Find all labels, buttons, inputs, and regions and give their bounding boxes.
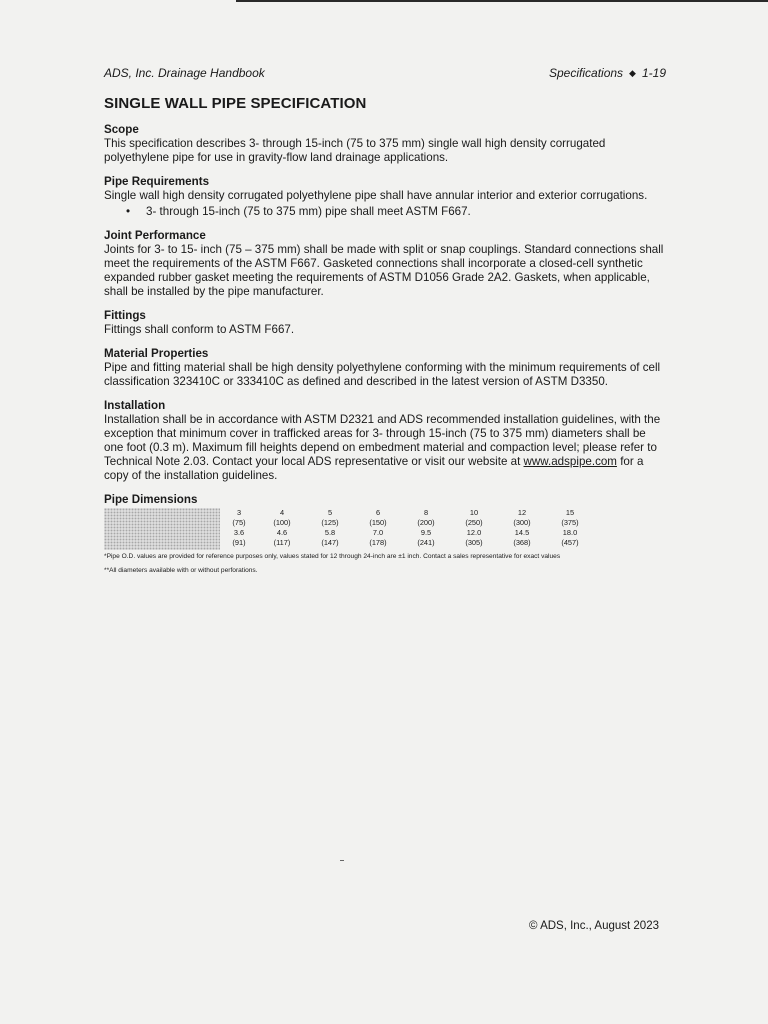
table-cell: 6 (375, 508, 381, 517)
table-cell: (250) (465, 518, 483, 527)
table-column (220, 508, 258, 550)
page-title: SINGLE WALL PIPE SPECIFICATION (104, 95, 367, 112)
table-cell: 7.0 (372, 528, 384, 537)
section-heading: Joint Performance (104, 229, 206, 242)
section-scope (104, 123, 664, 165)
table-cell: (117) (273, 538, 291, 547)
section-heading: Pipe Requirements (104, 175, 210, 188)
dimension-columns (220, 508, 594, 550)
table-cell: 9.5 (420, 528, 432, 537)
scan-artifact (340, 860, 344, 861)
table-cell: 3 (236, 508, 242, 517)
installation-text-end: for a copy of the installation guidelines. (104, 455, 644, 482)
website-link[interactable]: www.adspipe.com (523, 455, 617, 468)
table-cell: 10 (469, 508, 479, 517)
table-cell: (125) (321, 518, 339, 527)
section-body: Joints for 3- to 15- inch (75 – 375 mm) shall be made with split or snap couplings. Standard connections shall meet the requirements of the ASTM F667. Gasketed connections shall incorporate a closed-cell synthetic expanded rubber gasket meeting the requirements of ASTM D1056 Grade 2A2. Gaskets, when applicable, shall be installed by the pipe manufacturer. (104, 243, 664, 298)
table-column (498, 508, 546, 550)
table-cell: 4.6 (276, 528, 288, 537)
table-cell: 12.0 (466, 528, 482, 537)
table-cell: (100) (273, 518, 291, 527)
section-heading: Installation (104, 399, 166, 412)
table-cell: 18.0 (562, 528, 578, 537)
table-cell: 4 (279, 508, 285, 517)
bullet-item (126, 205, 664, 219)
section-joint-performance (104, 229, 664, 299)
table-column (306, 508, 354, 550)
copyright-footer: © ADS, Inc., August 2023 (529, 920, 659, 932)
installation-text: Installation shall be in accordance with ASTM D2321 and ADS recommended installation guidelines, with the exception that minimum cover in trafficked areas for 3- through 15-inch (75 to 375 mm) diameters shall be one foot (0.3 m). Maximum fill heights depend on embedment material and compaction level; please refer to Technical Note 2.03. Contact your local ADS representative or visit our website at (104, 413, 661, 468)
table-column (354, 508, 402, 550)
table-cell: 8 (423, 508, 429, 517)
section-material-properties (104, 347, 664, 389)
table-cell: (305) (465, 538, 483, 547)
bullet-icon: • (126, 205, 131, 218)
table-cell: (375) (561, 518, 579, 527)
table-cell: (91) (232, 538, 246, 547)
section-heading: Pipe Dimensions (104, 493, 198, 506)
section-body: This specification describes 3- through 15-inch (75 to 375 mm) single wall high density corrugated polyethylene pipe for use in gravity-flow land drainage applications. (104, 137, 606, 164)
table-cell: (147) (321, 538, 339, 547)
table-cell: 5 (327, 508, 333, 517)
table-cell: (150) (369, 518, 387, 527)
bullet-text: 3- through 15-inch (75 to 375 mm) pipe shall meet ASTM F667. (146, 205, 471, 218)
table-cell: (178) (369, 538, 387, 547)
table-cell: (200) (417, 518, 435, 527)
table-cell: (300) (513, 518, 531, 527)
section-pipe-dimensions (104, 493, 664, 578)
footnote-perforations: **All diameters available with or without perforations. (104, 567, 258, 574)
running-header-left: ADS, Inc. Drainage Handbook (104, 66, 265, 80)
section-heading: Scope (104, 123, 139, 136)
table-cell: 14.5 (514, 528, 530, 537)
header-page-number: 1-19 (641, 66, 666, 80)
footnote-od-values: *Pipe O.D. values are provided for reference purposes only, values stated for 12 through 24-inch are ±1 inch. Contact a sales representative for exact values (104, 553, 561, 560)
section-heading: Fittings (104, 309, 146, 322)
table-row-labels-halftone (104, 508, 220, 550)
section-body (104, 413, 664, 483)
table-column (258, 508, 306, 550)
diamond-icon: ◆ (629, 68, 636, 78)
table-column (546, 508, 594, 550)
section-body: Pipe and fitting material shall be high density polyethylene conforming with the minimum requirements of cell classification 323410C or 333410C as defined and described in the latest version of ASTM D3350. (104, 361, 661, 388)
table-cell: (75) (232, 518, 246, 527)
table-cell: (368) (513, 538, 531, 547)
section-heading: Material Properties (104, 347, 209, 360)
spec-content (104, 123, 664, 588)
dimensions-table (104, 508, 664, 550)
table-cell: (241) (417, 538, 435, 547)
table-cell: 12 (517, 508, 527, 517)
section-fittings (104, 309, 664, 337)
section-pipe-requirements (104, 175, 664, 219)
table-cell: 5.8 (324, 528, 336, 537)
table-column (450, 508, 498, 550)
table-cell: (457) (561, 538, 579, 547)
header-section: Specifications (549, 66, 624, 80)
running-header-right (549, 66, 666, 80)
section-body: Fittings shall conform to ASTM F667. (104, 323, 295, 336)
section-body: Single wall high density corrugated polyethylene pipe shall have annular interior and exterior corrugations. (104, 189, 648, 202)
table-column (402, 508, 450, 550)
table-cell: 3.6 (233, 528, 245, 537)
section-installation (104, 399, 664, 483)
table-cell: 15 (565, 508, 575, 517)
